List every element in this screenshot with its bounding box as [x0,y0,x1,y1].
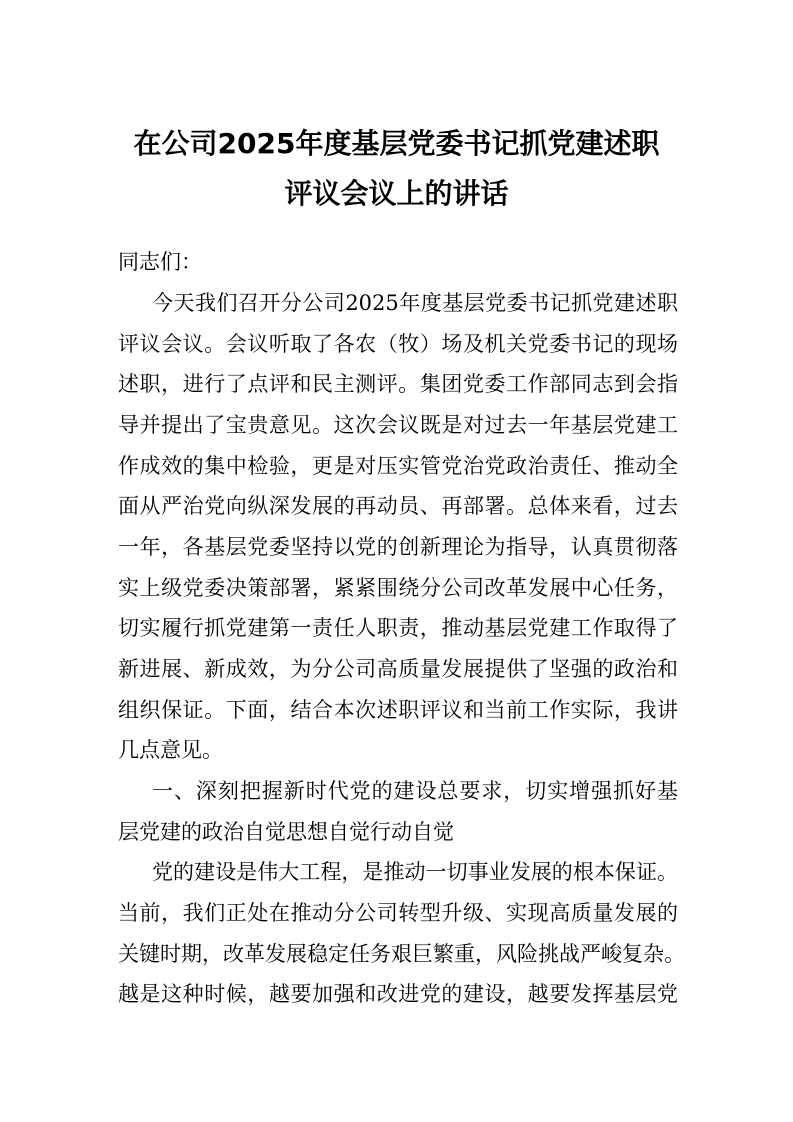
paragraph-line: 今天我们召开分公司2025年度基层党委书记抓党建述职 [152,291,678,315]
paragraph-line: 一年，各基层党委坚持以党的创新理论为指导，认真贯彻落 [118,535,678,559]
salutation: 同志们： [118,250,202,274]
paragraph-line: 当前，我们正处在推动分公司转型升级、实现高质量发展的 [118,901,678,925]
paragraph-line: 几点意见。 [118,738,223,762]
paragraph-line: 述职，进行了点评和民主测评。集团党委工作部同志到会指 [118,372,678,396]
paragraph-line: 组织保证。下面，结合本次述职评议和当前工作实际，我讲 [118,698,678,722]
paragraph-line: 导并提出了宝贵意见。这次会议既是对过去一年基层党建工 [118,413,678,437]
paragraph-line: 切实履行抓党建第一责任人职责，推动基层党建工作取得了 [118,616,678,640]
paragraph-line: 新进展、新成效，为分公司高质量发展提供了坚强的政治和 [118,657,678,681]
document-title-line-2: 评议会议上的讲话 [284,177,509,210]
paragraph-line: 关键时期，改革发展稳定任务艰巨繁重，风险挑战严峻复杂。 [118,942,685,966]
paragraph-line: 越是这种时候，越要加强和改进党的建设，越要发挥基层党 [118,982,678,1006]
paragraph-line: 面从严治党向纵深发展的再动员、再部署。总体来看，过去 [118,494,678,518]
document-title-line-1: 在公司2025年度基层党委书记抓党建述职 [133,127,660,160]
section-heading-line: 一、深刻把握新时代党的建设总要求，切实增强抓好基 [152,779,678,803]
section-heading-line: 层党建的政治自觉思想自觉行动自觉 [118,820,454,844]
paragraph-line: 作成效的集中检验，更是对压实管党治党政治责任、推动全 [118,454,678,478]
paragraph-line: 党的建设是伟大工程，是推动一切事业发展的根本保证。 [152,860,678,884]
paragraph-line: 评议会议。会议听取了各农（牧）场及机关党委书记的现场 [118,332,678,356]
paragraph-line: 实上级党委决策部署，紧紧围绕分公司改革发展中心任务， [118,576,678,600]
